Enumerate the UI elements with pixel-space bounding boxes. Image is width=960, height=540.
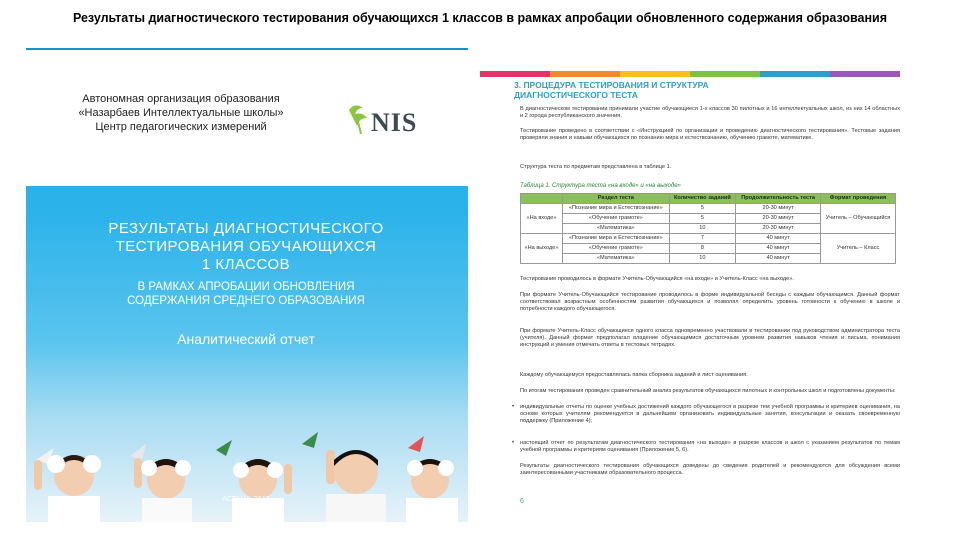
table-caption: Таблица 1. Структура теста «на входе» и «на выходе»: [520, 183, 681, 189]
table-cell: Учитель – Обучающийся: [821, 204, 896, 234]
table-header-cell: Продолжительность теста: [736, 194, 821, 204]
table-cell: 40 минут: [736, 244, 821, 254]
paragraph: Структура теста по предметам представлена в таблице 1.: [520, 164, 672, 170]
paragraph: Каждому обучающемуся предоставлялась папка сборника заданий и лист оценивания.: [520, 372, 748, 378]
table-cell: «Обучение грамоте»: [563, 214, 670, 224]
page-number: 6: [520, 498, 524, 505]
section-heading-line: 3. ПРОЦЕДУРА ТЕСТИРОВАНИЯ И СТРУКТУРА: [514, 80, 709, 90]
table-header-row: [521, 194, 896, 204]
report-cover: [26, 48, 468, 522]
table-cell: 5: [669, 204, 736, 214]
slide-title: Результаты диагностического тестирования обучающихся 1 классов в рамках апробации обновленного содержания образования: [72, 11, 888, 25]
child-figure: [34, 455, 101, 522]
nis-logo: [341, 98, 441, 148]
child-figure: [134, 458, 192, 522]
paragraph: Тестирование проведено в соответствии с «Инструкцией по организации и проведению диагностического тестирования». Тестовые задания проверяли знания и навыки обучающихся по познанию мира и естествознанию, обучению грамоте, математике.: [520, 128, 900, 142]
report-type: Аналитический отчет: [177, 331, 315, 347]
table-cell: 5: [669, 214, 736, 224]
table-header-cell: Формат проведения: [821, 194, 896, 204]
cover-subtitle: [86, 280, 406, 308]
cover-title-line: РЕЗУЛЬТАТЫ ДИАГНОСТИЧЕСКОГО: [108, 220, 384, 237]
table-row: [521, 234, 896, 244]
org-line: Центр педагогических измерений: [95, 121, 267, 133]
test-structure-table: [520, 193, 896, 264]
cover-title: [86, 220, 406, 274]
cover-subtitle-line: В РАМКАХ АПРОБАЦИИ ОБНОВЛЕНИЯ: [137, 281, 355, 293]
organization-name: [66, 92, 296, 134]
table-cell: 20-30 минут: [736, 214, 821, 224]
table-cell: 10: [669, 254, 736, 264]
table-cell: «Обучение грамоте»: [563, 244, 670, 254]
accent-segment: [620, 71, 690, 77]
color-accent-bar: [480, 71, 900, 77]
logo-text: NIS: [371, 108, 418, 137]
child-figure: [326, 450, 386, 522]
table-cell: «Познание мира и Естествознание»: [563, 204, 670, 214]
cover-top-band: [26, 48, 468, 70]
table-cell: 8: [669, 244, 736, 254]
accent-segment: [480, 71, 550, 77]
accent-segment: [550, 71, 620, 77]
table-cell: 10: [669, 224, 736, 234]
paragraph: Результаты диагностического тестирования обучающихся доведены до сведения родителей и рекомендуются для обсуждения всеми заинтересованными участниками образовательного процесса.: [520, 463, 900, 477]
section-heading: [514, 80, 894, 100]
table-row: [521, 204, 896, 214]
table-header-cell: Раздел теста: [563, 194, 670, 204]
table-cell: Учитель – Класс: [821, 234, 896, 264]
table-cell: «Познание мира и Естествознание»: [563, 234, 670, 244]
table-cell: 40 минут: [736, 254, 821, 264]
accent-segment: [760, 71, 830, 77]
paragraph: При формате Учитель-Класс обучающиеся одного класса одновременно участвовали в тестировании под руководством администратора теста (учителя). Данный формат предполагал владение обучающимися достаточным уровнем развития навыков чтения и письма, понимания инструкций и умения отмечать ответы в тестовых тетрадях.: [520, 328, 900, 349]
paragraph: В диагностическом тестировании принимали участие обучающиеся 1-х классов 30 пилотных и 16 интеллектуальных школ, из них 14 областных и 2 города республиканского значения.: [520, 106, 900, 120]
bullet-item: настоящий отчет по результатам диагностического тестирования «на выходе» в разрезе классов и школ с указанием результатов по темам учебной программы и критериям оценивания (Приложение 5, 6).: [520, 440, 900, 454]
child-figure: [406, 459, 458, 522]
table-cell: «Математика»: [563, 224, 670, 234]
accent-segment: [830, 71, 900, 77]
table-cell: 20-30 минут: [736, 204, 821, 214]
table-cell: 7: [669, 234, 736, 244]
section-heading-line: ДИАГНОСТИЧЕСКОГО ТЕСТА: [514, 90, 638, 100]
cover-title-line: ТЕСТИРОВАНИЯ ОБУЧАЮЩИХСЯ: [115, 238, 377, 255]
table-cell: «На входе»: [521, 204, 563, 234]
table-cell: 40 минут: [736, 234, 821, 244]
bullet-icon: •: [512, 404, 515, 410]
cover-title-line: 1 КЛАССОВ: [201, 256, 291, 273]
table-header-cell: [521, 194, 563, 204]
org-line: «Назарбаев Интеллектуальные школы»: [78, 107, 284, 119]
bullet-icon: •: [512, 440, 515, 446]
table-cell: «На выходе»: [521, 234, 563, 264]
document-page: [508, 80, 900, 520]
paragraph: Тестирование проводилось в формате Учитель-Обучающийся «на входе» и Учитель-Класс «на выходе».: [520, 276, 794, 282]
paragraph: При формате Учитель-Обучающийся тестирование проводилось в форме индивидуальной беседы с каждым обучающимся. Данный формат соответствовал возрастным особенностям развития обучающихся и позволял определить уровень готовности к обучению в школе и потребности каждого обучающегося.: [520, 292, 900, 313]
child-figure: [232, 459, 292, 522]
accent-segment: [690, 71, 760, 77]
table-cell: «Математика»: [563, 254, 670, 264]
city-year: АСТАНА, 2016: [222, 496, 270, 503]
cover-subtitle-line: СОДЕРЖАНИЯ СРЕДНЕГО ОБРАЗОВАНИЯ: [127, 295, 365, 307]
org-line: Автономная организация образования: [82, 93, 280, 105]
table-header-cell: Количество заданий: [669, 194, 736, 204]
paragraph: По итогам тестирования проведен сравнительный анализ результатов обучающихся пилотных и контрольных школ и подготовлены документы:: [520, 388, 896, 394]
table-cell: 20-30 минут: [736, 224, 821, 234]
bullet-item: индивидуальные отчеты по оценке учебных достижений каждого обучающегося в разрезе тем учебной программы и критериев оценивания, на основе которых учителям рекомендуется в дальнейшем организовать индивидуальные занятия, консультации и оказать своевременную поддержку (Приложение 4);: [520, 404, 900, 425]
